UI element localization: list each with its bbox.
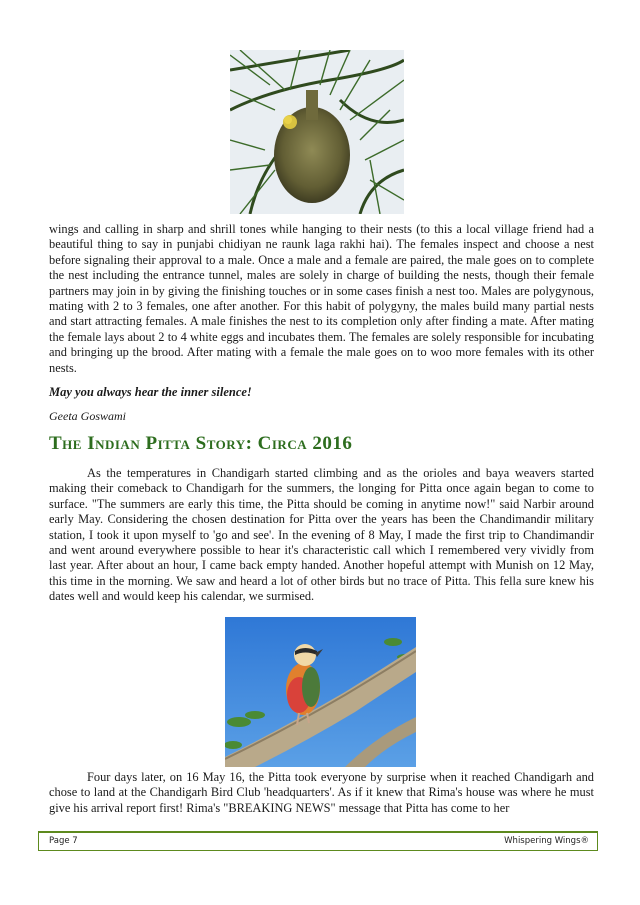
article-heading: The Indian Pitta Story: Circa 2016 [49, 433, 353, 454]
weaver-nest-illustration [230, 50, 404, 214]
sign-off-quote: May you always hear the inner silence! [49, 385, 252, 399]
weaver-nest-photo [230, 50, 404, 214]
weaver-paragraph: wings and calling in sharp and shrill tones while hanging to their nests (to this a local village friend had a beautiful thing to say in punjabi chidiyan ne raunk laga rakhi hai). The females inspect and choose a nest before signaling their approval to a male. Once a male and a female are paired, the male goes on to complete the nest including the entrance tunnel, males are solely in charge of building the nests, though their female partners may join in by giving the finishing touches or in some cases finish a nest too. Males are polygynous, mating with 2 to 3 females, one after another. For this habit of polygyny, the males build many partial nests and start attracting females. A male finishes the nest to its completion only after finding a mate. After mating the female lays about 2 to 4 white eggs and incubates them. The females are solely responsible for incubating and bringing up the brood. After mating with a female the male goes on to woo more females with its other nests. [49, 222, 594, 375]
page-footer [38, 831, 598, 851]
pitta-paragraph-1: As the temperatures in Chandigarh started climbing and as the orioles and baya weavers started making their comeback to Chandigarh for the summers, the longing for Pitta once again began to come to surface. "The summers are early this time, the Pitta should be coming in anytime now!" said Narbir around early May. Considering the chosen destination for Pitta over the years has been the Chandimandir military station, I took it upon myself to 'go and see'. In the evening of 8 May, I made the first trip to Chandimandir and went around everywhere possible to hear it's characteristic call which I remembered very vividly from last year. After about an hour, I came back empty handed. Another hopeful attempt with Munish on 12 May, this time in the morning. We saw and heard a lot of other birds but no trace of Pitta. This fella sure knew his dates well and would keep his calendar, we surmised. [49, 466, 594, 604]
pitta-illustration [225, 617, 416, 767]
page-number: Page 7 [49, 836, 78, 846]
pitta-paragraph-2: Four days later, on 16 May 16, the Pitta took everyone by surprise when it reached Chandigarh and chose to land at the Chandigarh Bird Club 'headquarters'. As if it knew that Rima's house was where he must give his arrival report first! Rima's "BREAKING NEWS" message that Pitta has come to her [49, 770, 594, 815]
pitta-photo [225, 617, 416, 767]
publication-name: Whispering Wings® [504, 836, 589, 846]
sign-off-author: Geeta Goswami [49, 409, 126, 423]
